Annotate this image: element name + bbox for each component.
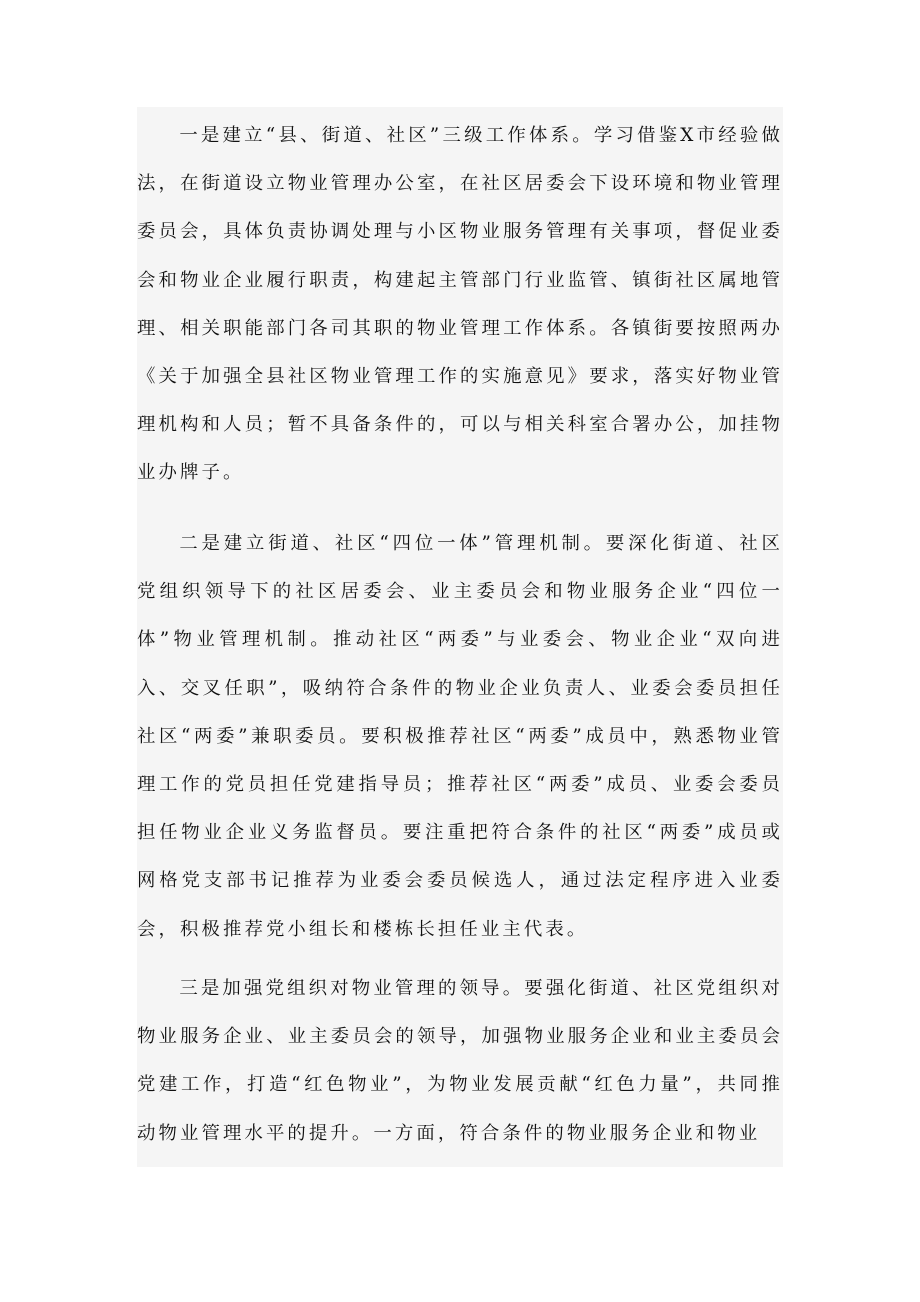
paragraph-1: 一是建立“县、街道、社区”三级工作体系。学习借鉴X市经验做法，在街道设立物业管理办公室，在社区居委会下设环境和物业管理委员会，具体负责协调处理与小区物业服务管理有关事项，督促业委会和物业企业履行职责，构建起主管部门行业监管、镇街社区属地管理、相关职能部门各司其职的物业管理工作体系。各镇街要按照两办《关于加强全县社区物业管理工作的实施意见》要求，落实好物业管理机构和人员；暂不具备条件的，可以与相关科室合署办公，加挂物业办牌子。 [137, 125, 783, 484]
paragraph-2: 二是建立街道、社区“四位一体”管理机制。要深化街道、社区党组织领导下的社区居委会、业主委员会和物业服务企业“四位一体”物业管理机制。推动社区“两委”与业委会、物业企业“双向进入、交叉任职”，吸纳符合条件的物业企业负责人、业委会委员担任社区“两委”兼职委员。要积极推荐社区“两委”成员中，熟悉物业管理工作的党员担任党建指导员；推荐社区“两委”成员、业委会委员担任物业企业义务监督员。要注重把符合条件的社区“两委”成员或网格党支部书记推荐为业委会委员候选人，通过法定程序进入业委会，积极推荐党小组长和楼栋长担任业主代表。 [137, 533, 783, 940]
paragraph-3: 三是加强党组织对物业管理的领导。要强化街道、社区党组织对物业服务企业、业主委员会的领导，加强物业服务企业和业主委员会党建工作，打造“红色物业”，为物业发展贡献“红色力量”，共同推动物业管理水平的提升。一方面，符合条件的物业服务企业和物业 [137, 978, 783, 1144]
